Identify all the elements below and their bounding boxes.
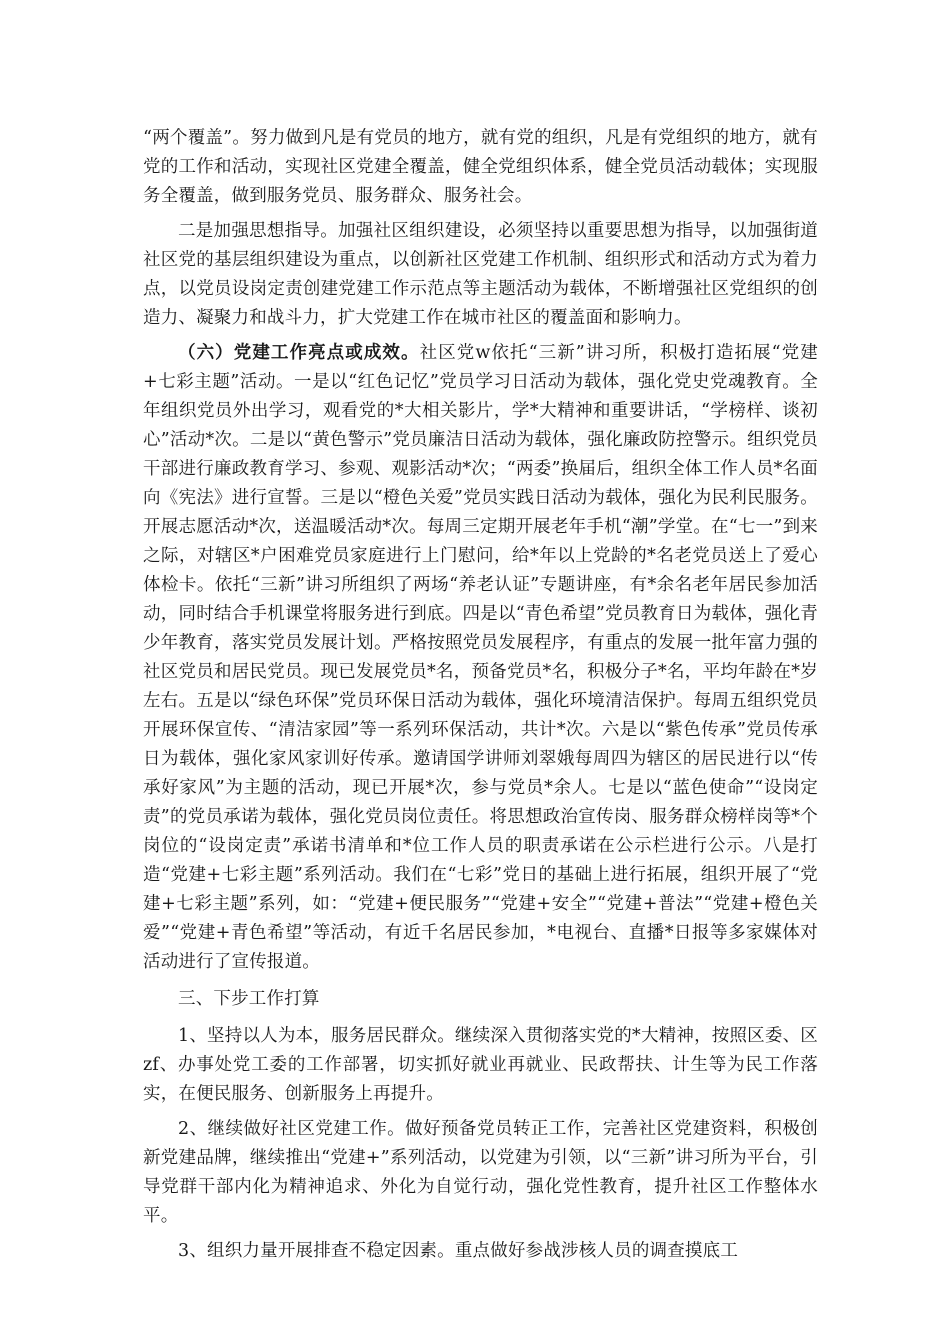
paragraph-highlights xyxy=(143,339,818,977)
paragraph-continuation: “两个覆盖”。努力做到凡是有党员的地方，就有党的组织，凡是有党组织的地方，就有党的工作和活动，实现社区党建全覆盖，健全党组织体系，健全党员活动载体；实现服务全覆盖，做到服务党员、服务群众、服务社会。 xyxy=(143,128,818,206)
paragraph-thought-guidance: 二是加强思想指导。加强社区组织建设，必须坚持以重要思想为指导，以加强街道社区党的基层组织建设为重点，以创新社区党建工作机制、组织形式和活动方式为着力点，以党员设岗定责创建党建工作示范点等主题活动为载体，不断增强社区党组织的创造力、凝聚力和战斗力，扩大党建工作在城市社区的覆盖面和影响力。 xyxy=(143,221,818,328)
plan-item-1: 1、坚持以人为本，服务居民群众。继续深入贯彻落实党的*大精神，按照区委、区zf、办事处党工委的工作部署，切实抓好就业再就业、民政帮扶、计生等为民工作落实，在便民服务、创新服务上再提升。 xyxy=(143,1026,818,1104)
plan-item-3: 3、组织力量开展排查不稳定因素。重点做好参战涉核人员的调查摸底工 xyxy=(178,1241,739,1261)
section-heading: 三、下步工作打算 xyxy=(178,989,320,1009)
highlights-body: 社区党w依托“三新”讲习所，积极打造拓展“党建+七彩主题”活动。一是以“红色记忆”党员学习日活动为载体，强化党史党魂教育。全年组织党员外出学习，观看党的*大相关影片，学*大精神和重要讲话，“学榜样、谈初心”活动*次。二是以“黄色警示”党员廉洁日活动为载体，强化廉政防控警示。组织党员干部进行廉政教育学习、参观、观影活动*次；“两委”换届后，组织全体工作人员*名面向《宪法》进行宣誓。三是以“橙色关爱”党员实践日活动为载体，强化为民利民服务。开展志愿活动*次，送温暖活动*次。每周三定期开展老年手机“潮”学堂。在“七一”到来之际，对辖区*户困难党员家庭进行上门慰问，给*年以上党龄的*名老党员送上了爱心体检卡。依托“三新”讲习所组织了两场“养老认证”专题讲座，有*余名老年居民参加活动，同时结合手机课堂将服务进行到底。四是以“青色希望”党员教育日为载体，强化青少年教育，落实党员发展计划。严格按照党员发展程序，有重点的发展一批年富力强的社区党员和居民党员。现已发展党员*名，预备党员*名，积极分子*名，平均年龄在*岁左右。五是以“绿色环保”党员环保日活动为载体，强化环境清洁保护。每周五组织党员开展环保宣传、“清洁家园”等一系列环保活动，共计*次。六是以“紫色传承”党员传承日为载体，强化家风家训好传承。邀请国学讲师刘翠娥每周四为辖区的居民进行以“传承好家风”为主题的活动，现已开展*次，参与党员*余人。七是以“蓝色使命”“设岗定责”的党员承诺为载体，强化党员岗位责任。将思想政治宣传岗、服务群众榜样岗等*个岗位的“设岗定责”承诺书清单和*位工作人员的职责承诺在公示栏进行公示。八是打造“党建+七彩主题”系列活动。我们在“七彩”党日的基础上进行拓展，组织开展了“党建+七彩主题”系列，如：“党建+便民服务”“党建+安全”“党建+普法”“党建+橙色关爱”“党建+青色希望”等活动，有近千名居民参加，*电视台、直播*日报等多家媒体对活动进行了宣传报道。 xyxy=(143,343,818,972)
document-body xyxy=(143,124,818,1272)
plan-item-2: 2、继续做好社区党建工作。做好预备党员转正工作，完善社区党建资料，积极创新党建品牌，继续推出“党建+”系列活动，以党建为引领，以“三新”讲习所为平台，引导党群干部内化为精神追求、外化为自觉行动，强化党性教育，提升社区工作整体水平。 xyxy=(143,1119,818,1226)
highlights-heading: （六）党建工作亮点或成效。 xyxy=(178,343,420,363)
